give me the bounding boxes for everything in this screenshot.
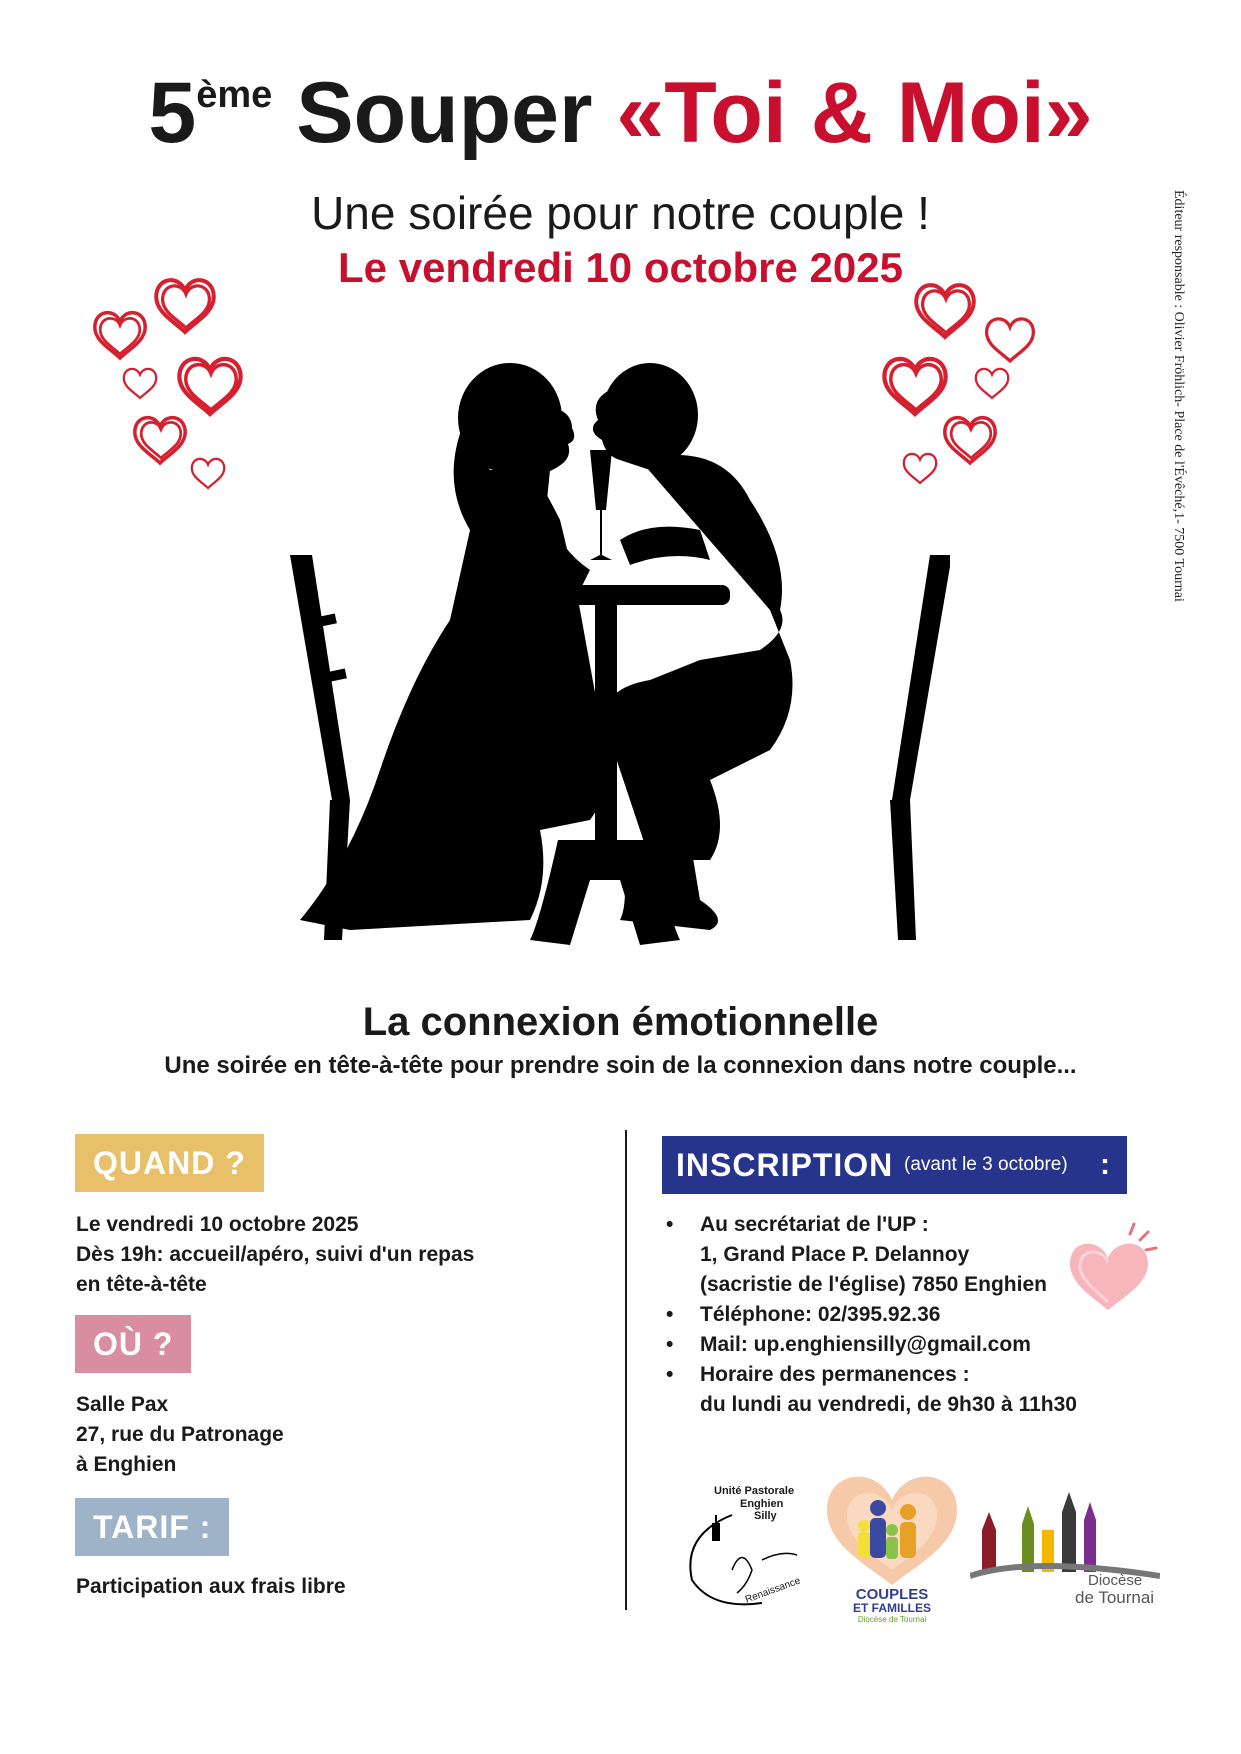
tarif-details	[76, 1572, 346, 1602]
inscription-list	[660, 1210, 1120, 1420]
pink-heart-icon	[1060, 1220, 1160, 1315]
title-souper: Souper	[296, 65, 593, 161]
theme-subtitle: Une soirée en tête-à-tête pour prendre soin de la connexion dans notre couple...	[164, 1052, 1077, 1079]
dio-logo-line2: de Tournai	[1075, 1588, 1155, 1607]
up-logo-bottom: Renaissance	[743, 1575, 802, 1606]
heart-icon	[987, 319, 1034, 361]
tarif-badge: TARIF :	[75, 1498, 229, 1556]
heart-icon	[124, 369, 156, 398]
heart-icon	[192, 459, 224, 488]
ou-badge: OÙ ?	[75, 1315, 191, 1373]
couple-dinner-silhouette	[290, 360, 950, 950]
up-enghien-silly-logo	[672, 1475, 822, 1615]
up-logo-line2: Enghien	[740, 1498, 784, 1510]
title-superscript: ème	[196, 74, 273, 116]
tarif-line: Participation aux frais libre	[76, 1575, 346, 1598]
inscription-label: INSCRIPTION	[676, 1147, 894, 1183]
ou-line: 27, rue du Patronage	[76, 1423, 284, 1446]
title-number: 5	[148, 65, 197, 161]
up-logo-line3: Silly	[754, 1510, 777, 1522]
quand-line: en tête-à-tête	[76, 1273, 207, 1296]
inscription-badge	[662, 1136, 1127, 1194]
mail-text: Mail: up.enghiensilly@gmail.com	[700, 1333, 1031, 1356]
dio-logo-line1: Diocèse	[1088, 1572, 1143, 1589]
inscription-colon: :	[1100, 1148, 1110, 1181]
editor-note-text: Éditeur responsable : Olivier Fröhlich- Place de l'Évêché,1- 7500 Tournai	[1171, 190, 1186, 602]
phone-text: Téléphone: 02/395.92.36	[700, 1303, 941, 1326]
ou-line: Salle Pax	[76, 1393, 169, 1416]
couples-familles-logo	[822, 1460, 962, 1625]
up-logo-line1: Unité Pastorale	[714, 1485, 795, 1497]
theme-title: La connexion émotionnelle	[362, 1000, 879, 1044]
list-item: • Au secrétariat de l'UP : 1, Grand Place P. Delannoy (sacristie de l'église) 7850 Enghien	[666, 1213, 1047, 1296]
cf-logo-line2: ET FAMILLES	[853, 1601, 931, 1615]
ou-line: à Enghien	[76, 1453, 177, 1476]
diocese-tournai-logo	[970, 1490, 1160, 1610]
list-item: • Mail: up.enghiensilly@gmail.com	[660, 1330, 1120, 1360]
cf-logo-line1: COUPLES	[855, 1586, 929, 1603]
list-item: • Téléphone: 02/395.92.36	[660, 1300, 1120, 1330]
poster-title	[0, 65, 1241, 161]
cf-logo-line3: Diocèse de Tournai	[857, 1615, 927, 1624]
column-divider	[625, 1130, 627, 1610]
poster-subtitle: Une soirée pour notre couple !	[311, 187, 930, 239]
inscription-note: (avant le 3 octobre)	[904, 1154, 1068, 1175]
heart-icon	[976, 369, 1008, 398]
poster-date: Le vendredi 10 octobre 2025	[338, 244, 903, 291]
hearts-left-illustration	[90, 270, 270, 500]
ou-details	[76, 1390, 284, 1480]
quand-line: Le vendredi 10 octobre 2025	[76, 1213, 359, 1236]
list-item: • Horaire des permanences : du lundi au vendredi, de 9h30 à 11h30	[666, 1363, 1077, 1416]
quand-details	[76, 1210, 474, 1300]
editor-note	[1171, 190, 1196, 670]
quand-line: Dès 19h: accueil/apéro, suivi d'un repas	[76, 1243, 475, 1266]
title-highlight: «Toi & Moi»	[616, 65, 1093, 161]
quand-badge: QUAND ?	[75, 1134, 264, 1192]
